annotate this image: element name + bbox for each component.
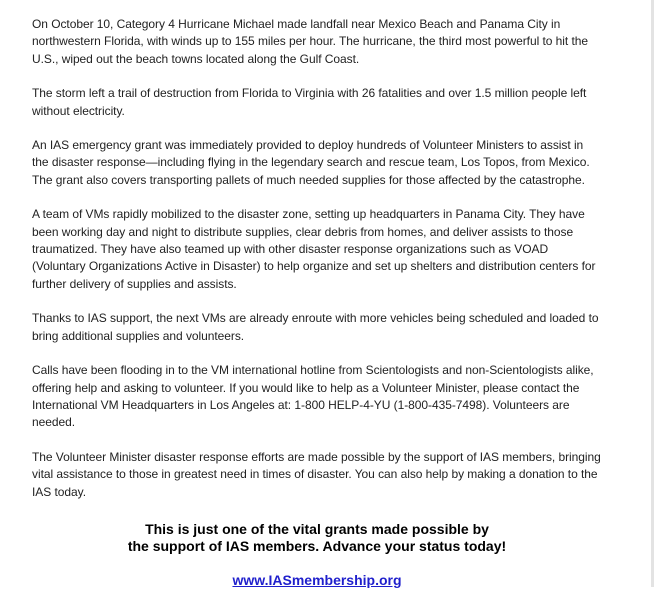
- article-paragraph-support: The Volunteer Minister disaster response efforts are made possible by the support of IAS members, bringing vital assistance to those in greatest need in times of disaster. You can also help by making a donation to the IAS today.: [32, 449, 601, 499]
- article-paragraph-emergency-grant: An IAS emergency grant was immediately provided to deploy hundreds of Volunteer Ministers to assist in the disaster response—including flying in the legendary search and rescue team, Los Topos, from Mexico. The grant also covers transporting pallets of much needed supplies for those affected by the catastrophe.: [32, 138, 590, 187]
- cta-line-2: the support of IAS members. Advance your status today!: [127, 537, 507, 554]
- cta-line-1: This is just one of the vital grants made possible by: [145, 520, 489, 537]
- call-to-action: [32, 521, 602, 555]
- ias-membership-link[interactable]: www.IASmembership.org: [232, 571, 402, 588]
- article-paragraph-destruction: The storm left a trail of destruction from Florida to Virginia with 26 fatalities and over 1.5 million people left without electricity.: [32, 86, 587, 118]
- article-paragraph-vm-team: A team of VMs rapidly mobilized to the disaster zone, setting up headquarters in Panama City. They have been working day and night to distribute supplies, clear debris from homes, and deliver assists to those traumatized. They have also teamed up with other disaster response organizations such as VOAD (Voluntary Organizations Active in Disaster) to help organize and set up shelters and distribution centers for further delivery of supplies and assists.: [32, 207, 596, 291]
- article-body: [32, 16, 602, 590]
- membership-link-container: [32, 572, 602, 590]
- article-paragraph-next-vms: Thanks to IAS support, the next VMs are already enroute with more vehicles being scheduled and loaded to bring additional supplies and volunteers.: [32, 311, 599, 343]
- article-paragraph-landfall: On October 10, Category 4 Hurricane Michael made landfall near Mexico Beach and Panama City in northwestern Florida, with winds up to 155 miles per hour. The hurricane, the third most powerful to hit the U.S., wiped out the beach towns located along the Gulf Coast.: [32, 17, 588, 66]
- article-paragraph-hotline: Calls have been flooding in to the VM international hotline from Scientologists and non-Scientologists alike, offering help and asking to volunteer. If you would like to help as a Volunteer Minister, please contact the International VM Headquarters in Los Angeles at: 1-800 HELP-4-YU (1-800-435-7498). Volunteers are needed.: [32, 363, 594, 430]
